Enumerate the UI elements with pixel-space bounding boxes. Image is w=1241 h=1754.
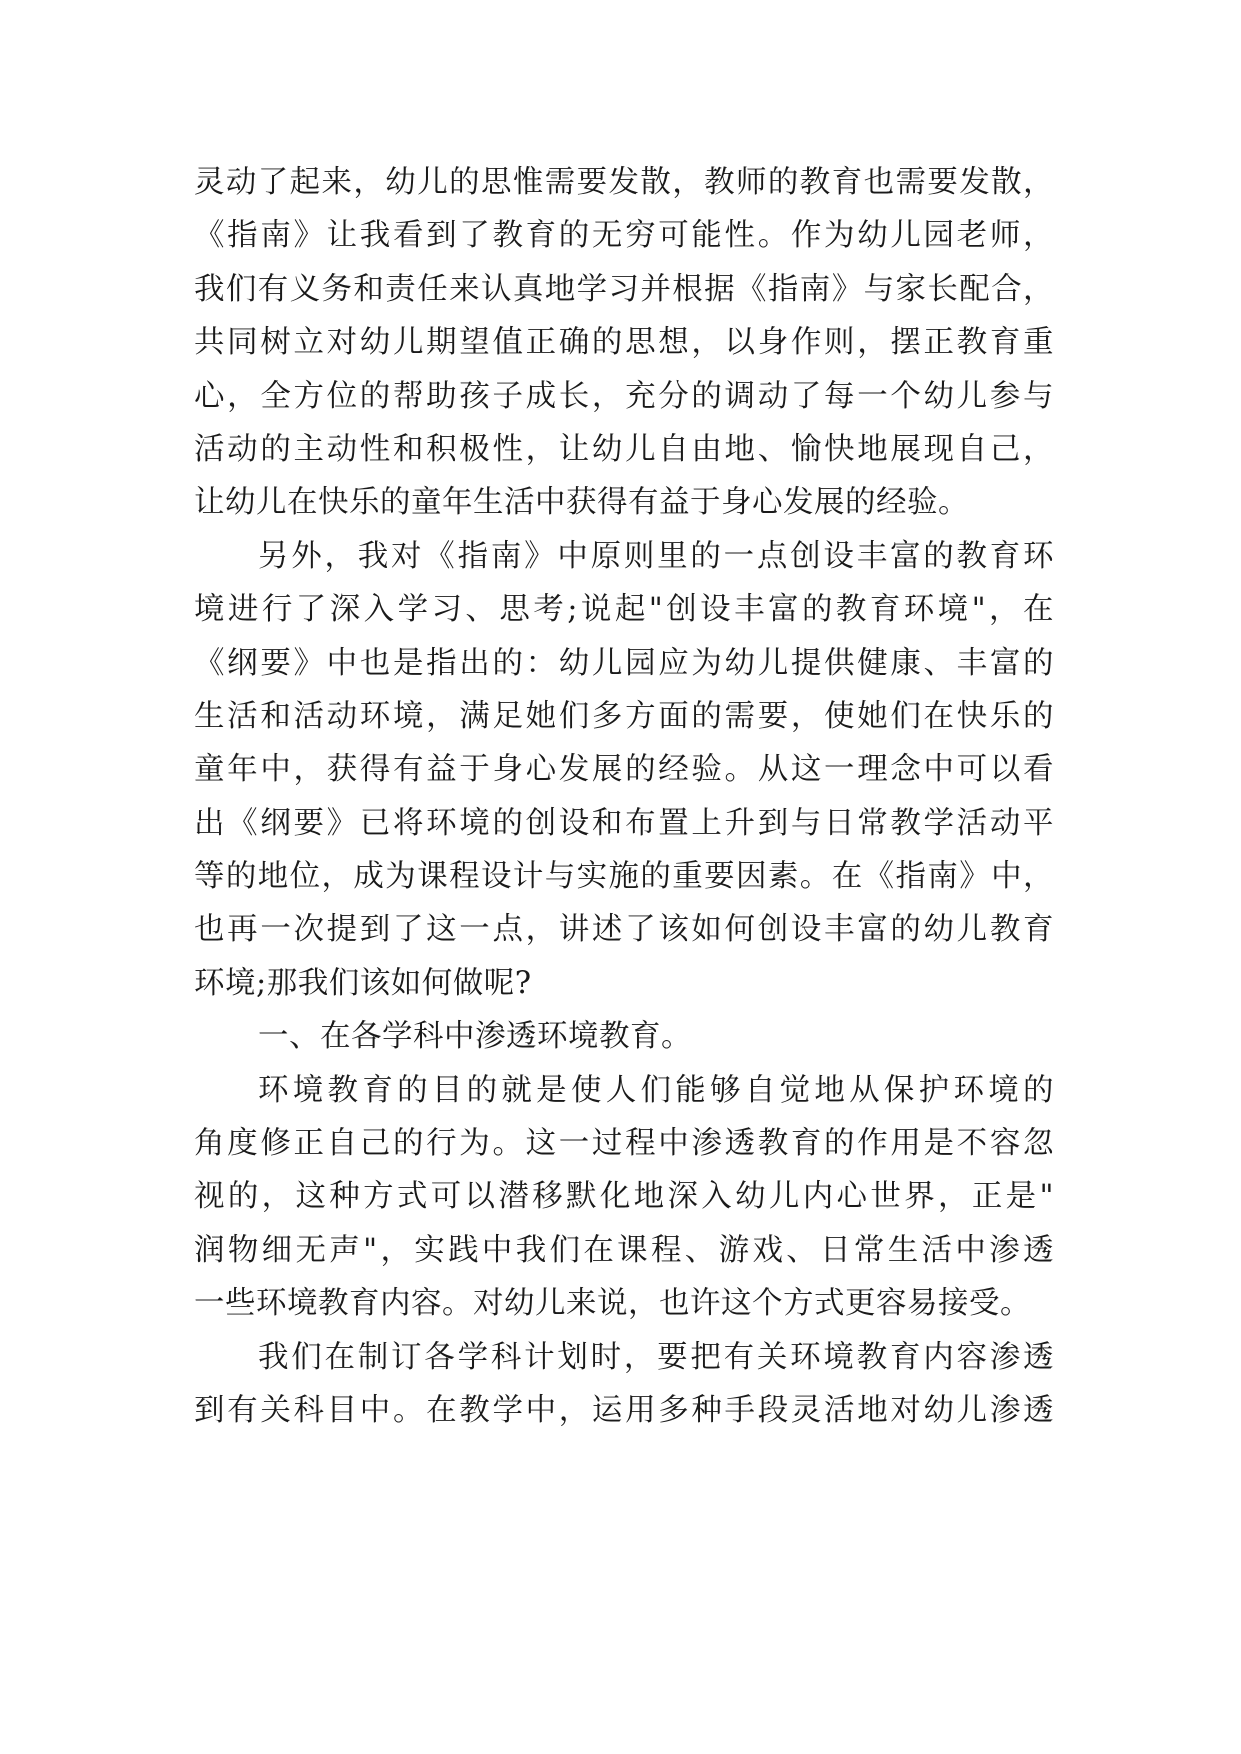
text-line: 境进行了深入学习、思考;说起"创设丰富的教育环境"，在 [194,592,1054,628]
text-line: 另外，我对《指南》中原则里的一点创设丰富的教育环 [258,538,1054,574]
text-line: 角度修正自己的行为。这一过程中渗透教育的作用是不容忽 [194,1126,1054,1162]
text-line: 共同树立对幼儿期望值正确的思想，以身作则，摆正教育重 [194,325,1054,361]
text-line: 到有关科目中。在教学中，运用多种手段灵活地对幼儿渗透 [194,1392,1054,1428]
text-line: 我们有义务和责任来认真地学习并根据《指南》与家长配合， [194,271,1054,307]
text-line: 生活和活动环境，满足她们多方面的需要，使她们在快乐的 [194,698,1054,734]
text-line: 活动的主动性和积极性，让幼儿自由地、愉快地展现自己， [194,431,1054,467]
text-line: 《纲要》中也是指出的：幼儿园应为幼儿提供健康、丰富的 [194,645,1054,681]
text-line: 环境;那我们该如何做呢? [194,965,532,1001]
text-line: 出《纲要》已将环境的创设和布置上升到与日常教学活动平 [194,805,1054,841]
text-line: 童年中，获得有益于身心发展的经验。从这一理念中可以看 [194,752,1054,788]
text-line: 视的，这种方式可以潜移默化地深入幼儿内心世界，正是" [194,1179,1054,1215]
text-line: 灵动了起来，幼儿的思惟需要发散，教师的教育也需要发散， [194,165,1054,200]
text-line: 也再一次提到了这一点，讲述了该如何创设丰富的幼儿教育 [194,912,1054,948]
text-line: 等的地位，成为课程设计与实施的重要因素。在《指南》中， [194,859,1054,895]
text-line: 一、在各学科中渗透环境教育。 [258,1019,692,1055]
text-line: 一些环境教育内容。对幼儿来说，也许这个方式更容易接受。 [194,1286,1031,1322]
text-line: 润物细无声"，实践中我们在课程、游戏、日常生活中渗透 [194,1232,1054,1268]
text-line: 我们在制订各学科计划时，要把有关环境教育内容渗透 [258,1339,1054,1375]
text-line: 心，全方位的帮助孩子成长，充分的调动了每一个幼儿参与 [194,378,1054,414]
text-line: 《指南》让我看到了教育的无穷可能性。作为幼儿园老师， [194,218,1054,254]
text-line: 让幼儿在快乐的童年生活中获得有益于身心发展的经验。 [194,485,969,521]
body-text [194,156,1054,1437]
text-line: 环境教育的目的就是使人们能够自觉地从保护环境的 [258,1072,1054,1108]
